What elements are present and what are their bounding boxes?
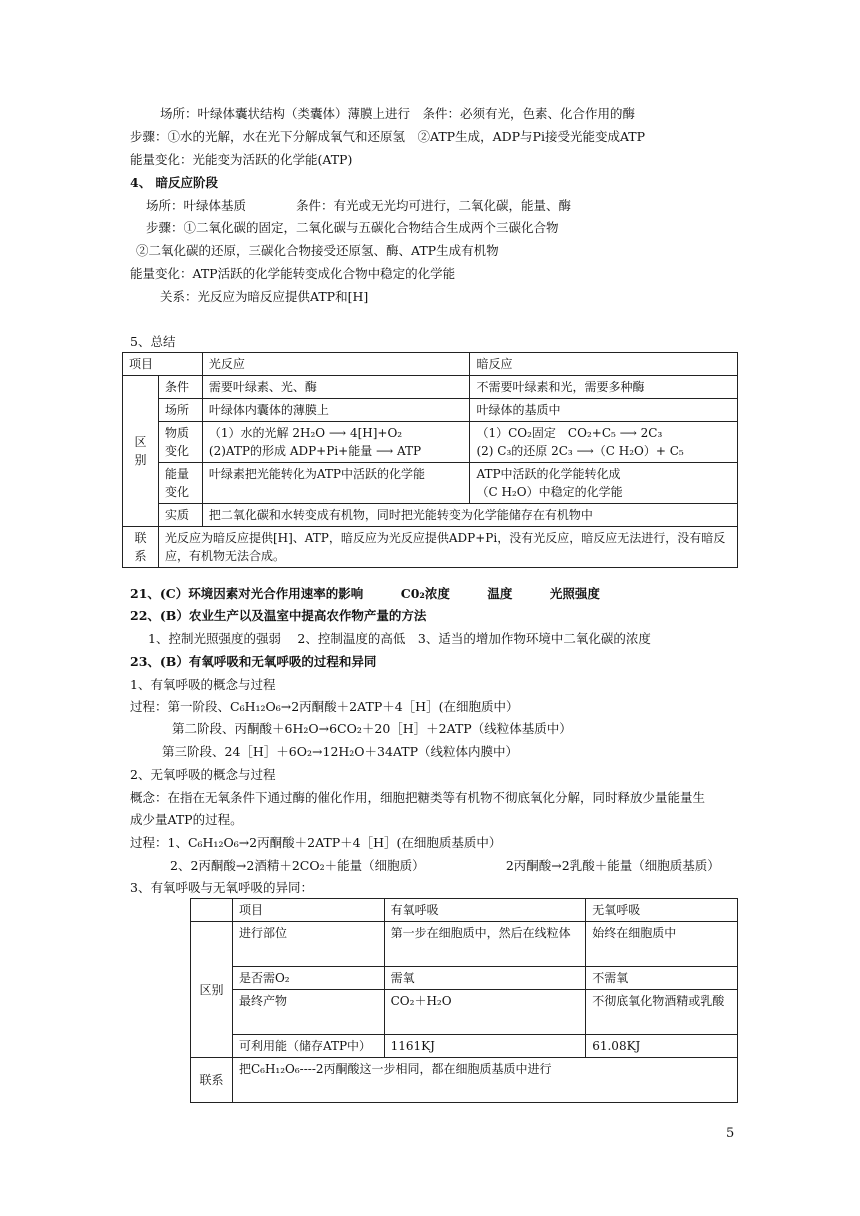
reaction-relation: 关系：光反应为暗反应提供ATP和[H] — [160, 289, 369, 304]
dark-reaction-step1: 步骤：①二氧化碳的固定，二氧化碳与五碳化合物结合生成两个三碳化合物 — [146, 220, 559, 235]
light-reaction-energy: 能量变化：光能变为活跃的化学能(ATP) — [130, 152, 353, 167]
table-row — [123, 376, 738, 399]
group-link: 联系 — [123, 527, 159, 568]
cell-aerobic: 第一步在细胞质中，然后在线粒体 — [384, 922, 586, 967]
row-label: 能量变化 — [158, 463, 202, 504]
anaerobic-title: 2、无氧呼吸的概念与过程 — [130, 767, 276, 782]
cell-anaerobic: 始终在细胞质中 — [586, 922, 738, 967]
group-link: 联系 — [191, 1058, 233, 1103]
header-item: 项目 — [232, 899, 384, 922]
table-row — [191, 967, 738, 990]
header-item: 项目 — [123, 353, 203, 376]
cell-aerobic: CO₂＋H₂O — [384, 990, 586, 1035]
row-label: 最终产物 — [232, 990, 384, 1035]
table-row — [123, 463, 738, 504]
section-23-heading: 23、(B）有氧呼吸和无氧呼吸的过程和异同 — [130, 654, 377, 669]
header-light: 光反应 — [202, 353, 470, 376]
table-row — [123, 527, 738, 568]
dark-reaction-energy: 能量变化：ATP活跃的化学能转变成化合物中稳定的化学能 — [130, 266, 456, 281]
cell-link: 光反应为暗反应提供[H]、ATP，暗反应为光反应提供ADP+Pi，没有光反应，暗反应无法进行，没有暗反应，有机物无法合成。 — [158, 527, 737, 568]
cell-anaerobic: 61.08KJ — [586, 1035, 738, 1058]
section-21-heading: 21、(C）环境因素对光合作用速率的影响 C0₂浓度 温度 光照强度 — [130, 586, 600, 601]
cell-essence: 把二氧化碳和水转变成有机物，同时把光能转变为化学能储存在有机物中 — [202, 504, 737, 527]
aerobic-title: 1、有氧呼吸的概念与过程 — [130, 677, 276, 692]
cell-light: 叶绿素把光能转化为ATP中活跃的化学能 — [202, 463, 470, 504]
section-22-heading: 22、(B）农业生产以及温室中提高农作物产量的方法 — [130, 608, 427, 623]
respiration-comparison-table — [190, 898, 738, 1103]
cell-dark: （1）CO₂固定 CO₂+C₅ ⟶ 2C₃ (2) C₃的还原 2C₃ ⟶（C H₂O）+ C₅ — [470, 422, 738, 463]
light-reaction-steps: 步骤：①水的光解，水在光下分解成氧气和还原氢 ②ATP生成，ADP与Pi接受光能变成ATP — [130, 129, 646, 144]
anaerobic-process2: 2、2丙酮酸→2酒精＋2CO₂＋能量（细胞质） 2丙酮酸→2乳酸＋能量（细胞质基质） — [170, 858, 720, 873]
group-difference: 区别 — [191, 922, 233, 1058]
page-number: 5 — [726, 1126, 735, 1141]
cell-dark: 不需要叶绿素和光，需要多种酶 — [470, 376, 738, 399]
cell-light: 叶绿体内囊体的薄膜上 — [202, 399, 470, 422]
corner-cell — [191, 899, 233, 922]
cell-light: （1）水的光解 2H₂O ⟶ 4[H]+O₂ (2)ATP的形成 ADP+Pi+能量 ⟶ ATP — [202, 422, 470, 463]
table-row — [123, 399, 738, 422]
dark-reaction-step2: ②二氧化碳的还原，三碳化合物接受还原氢、酶、ATP生成有机物 — [136, 243, 499, 258]
row-label: 是否需O₂ — [232, 967, 384, 990]
table-row — [191, 990, 738, 1035]
table-row — [191, 1035, 738, 1058]
row-label: 条件 — [158, 376, 202, 399]
table-row — [191, 922, 738, 967]
cell-link: 把C₆H₁₂O₆----2丙酮酸这一步相同，都在细胞质基质中进行 — [232, 1058, 737, 1103]
anaerobic-process1: 过程：1、C₆H₁₂O₆→2丙酮酸＋2ATP＋4［H］(在细胞质基质中） — [130, 835, 502, 850]
header-aerobic: 有氧呼吸 — [384, 899, 586, 922]
header-dark: 暗反应 — [470, 353, 738, 376]
photosynthesis-summary-table — [122, 352, 738, 568]
table-row — [191, 1058, 738, 1103]
section-5-heading: 5、总结 — [130, 334, 176, 349]
cell-aerobic: 1161KJ — [384, 1035, 586, 1058]
aerobic-stage3: 第三阶段、24［H］＋6O₂→12H₂O＋34ATP（线粒体内膜中） — [162, 744, 519, 759]
section-22-methods: 1、控制光照强度的强弱 2、控制温度的高低 3、适当的增加作物环境中二氧化碳的浓度 — [148, 631, 651, 646]
anaerobic-concept-cont: 成少量ATP的过程。 — [130, 812, 243, 827]
header-anaerobic: 无氧呼吸 — [586, 899, 738, 922]
table-row — [123, 504, 738, 527]
row-label: 可利用能（储存ATP中） — [232, 1035, 384, 1058]
cell-dark: 叶绿体的基质中 — [470, 399, 738, 422]
cell-light: 需要叶绿素、光、酶 — [202, 376, 470, 399]
table-row — [123, 422, 738, 463]
table-row — [191, 899, 738, 922]
row-label: 场所 — [158, 399, 202, 422]
row-label: 物质变化 — [158, 422, 202, 463]
aerobic-stage1: 过程：第一阶段、C₆H₁₂O₆→2丙酮酸＋2ATP＋4［H］(在细胞质中） — [130, 699, 519, 714]
group-difference: 区别 — [123, 376, 159, 527]
cell-aerobic: 需氧 — [384, 967, 586, 990]
row-label: 进行部位 — [232, 922, 384, 967]
light-reaction-site: 场所：叶绿体囊状结构（类囊体）薄膜上进行 条件：必须有光，色素、化合作用的酶 — [160, 106, 636, 121]
cell-anaerobic: 不需氧 — [586, 967, 738, 990]
cell-dark: ATP中活跃的化学能转化成 （C H₂O）中稳定的化学能 — [470, 463, 738, 504]
dark-reaction-site: 场所：叶绿体基质 条件：有光或无光均可进行，二氧化碳，能量、酶 — [146, 198, 572, 213]
cell-anaerobic: 不彻底氧化物酒精或乳酸 — [586, 990, 738, 1035]
anaerobic-concept: 概念：在指在无氧条件下通过酶的催化作用，细胞把糖类等有机物不彻底氧化分解，同时释放少量能量生 — [130, 790, 706, 805]
section-4-heading: 4、 暗反应阶段 — [130, 175, 219, 190]
comparison-title: 3、有氧呼吸与无氧呼吸的异同： — [130, 880, 313, 895]
aerobic-stage2: 第二阶段、丙酮酸＋6H₂O→6CO₂＋20［H］＋2ATP（线粒体基质中） — [172, 721, 572, 736]
row-label: 实质 — [158, 504, 202, 527]
table-row — [123, 353, 738, 376]
